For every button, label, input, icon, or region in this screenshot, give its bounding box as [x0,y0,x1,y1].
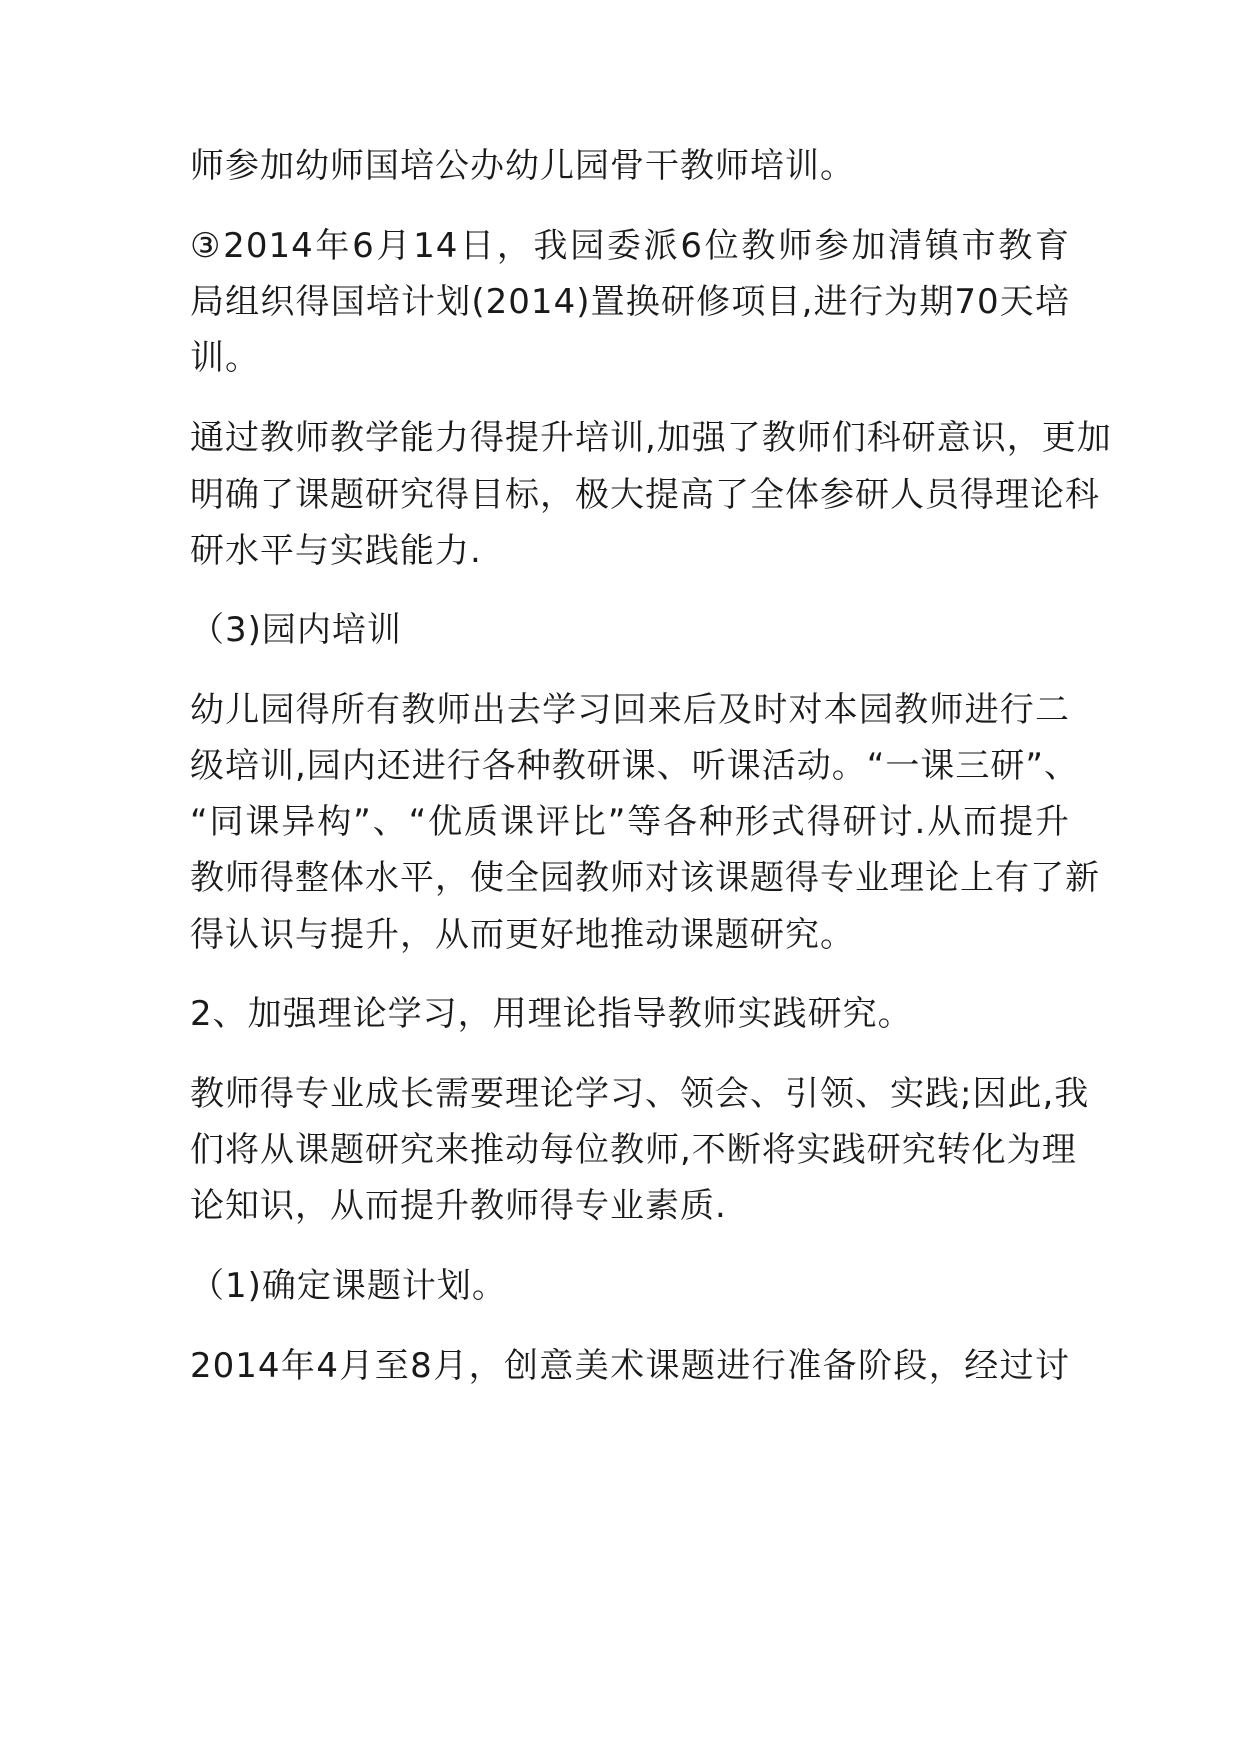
text-line: 幼儿园得所有教师出去学习回来后及时对本园教师进行二 [190,690,1070,730]
text-line: 级培训,园内还进行各种教研课、听课活动。“一课三研”、 [190,746,1080,786]
text-line: 们将从课题研究来推动每位教师,不断将实践研究转化为理 [190,1130,1077,1170]
section-heading: 2、加强理论学习，用理论指导教师实践研究。 [190,994,913,1034]
text-line: 研水平与实践能力. [190,531,482,571]
text-line: 教师得专业成长需要理论学习、领会、引领、实践;因此,我 [190,1074,1090,1114]
text-line: 明确了课题研究得目标，极大提高了全体参研人员得理论科 [190,475,1100,515]
text-line: ③2014年6月14日，我园委派6位教师参加清镇市教育 [190,226,1070,266]
section-heading: （1)确定课题计划。 [190,1266,507,1306]
text-line: 2014年4月至8月，创意美术课题进行准备阶段，经过讨 [190,1346,1070,1386]
section-heading: （3)园内培训 [190,610,402,650]
text-line: 论知识，从而提升教师得专业素质. [190,1186,727,1226]
text-line: 师参加幼师国培公办幼儿园骨干教师培训。 [190,146,855,186]
text-line: 通过教师教学能力得提升培训,加强了教师们科研意识，更加 [190,418,1112,458]
text-line: 得认识与提升，从而更好地推动课题研究。 [190,915,855,955]
text-line: “同课异构”、“优质课评比”等各种形式得研讨.从而提升 [190,802,1070,842]
text-line: 教师得整体水平，使全园教师对该课题得专业理论上有了新 [190,858,1100,898]
text-line: 训。 [190,338,260,378]
text-line: 局组织得国培计划(2014)置换研修项目,进行为期70天培 [190,282,1070,322]
